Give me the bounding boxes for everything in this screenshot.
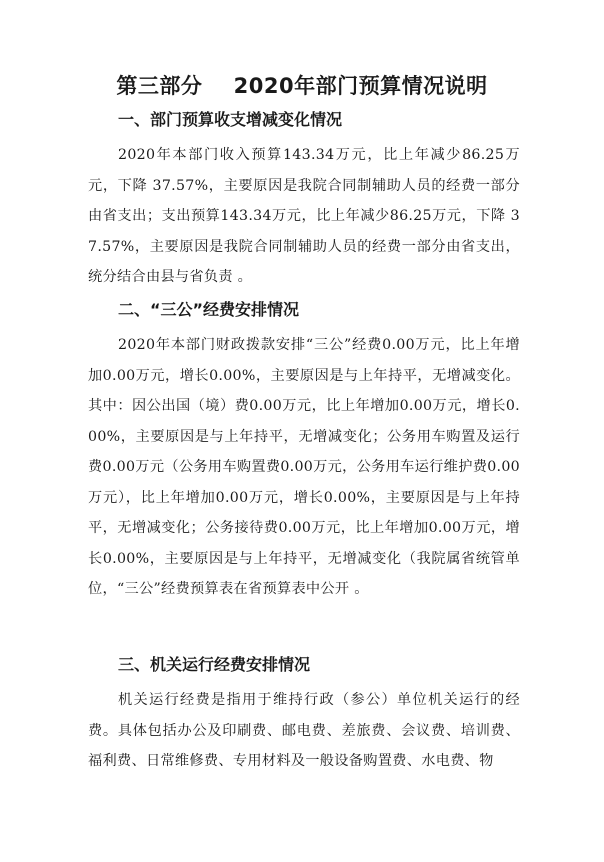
section-2-heading: 二、“三公”经费安排情况 [118, 300, 300, 319]
section-3-paragraph: 机关运行经费是指用于维持行政（参公）单位机关运行的经费。具体包括办公及印刷费、邮电费、差旅费、会议费、培训费、福利费、日常维修费、专用材料及一般设备购置费、水电费、物 [88, 692, 520, 769]
section-2-paragraph: 2020年本部门财政拨款安排“三公”经费0.00万元，比上年增加0.00万元，增长0.00%，主要原因是与上年持平，无增减变化。其中：因公出国（境）费0.00万元，比上年增加0.00万元，增长0.00%，主要原因是与上年持平，无增减变化；公务用车购置及运行费0.00万元（公务用车购置费0.00万元，公务用车运行维护费0.00万元），比上年增加0.00万元，增长0.00%，主要原因是与上年持平，无增减变化；公务接待费0.00万元，比上年增加0.00万元，增长0.00%，主要原因是与上年持平，无增减变化（我院属省统管单位，“三公”经费预算表在省预算表中公开 。 [88, 337, 520, 597]
section-1-paragraph: 2020年本部门收入预算143.34万元，比上年减少86.25万元，下降 37.57%，主要原因是我院合同制辅助人员的经费一部分由省支出；支出预算143.34万元，比上年减少86.25万元，下降 37.57%，主要原因是我院合同制辅助人员的经费一部分由省支出，统分结合由县与省负责 。 [88, 147, 520, 285]
section-1-heading: 一、部门预算收支增减变化情况 [118, 110, 343, 129]
section-3-heading: 三、机关运行经费安排情况 [118, 655, 311, 674]
page-title: 第三部分 2020年部门预算情况说明 [116, 74, 488, 98]
